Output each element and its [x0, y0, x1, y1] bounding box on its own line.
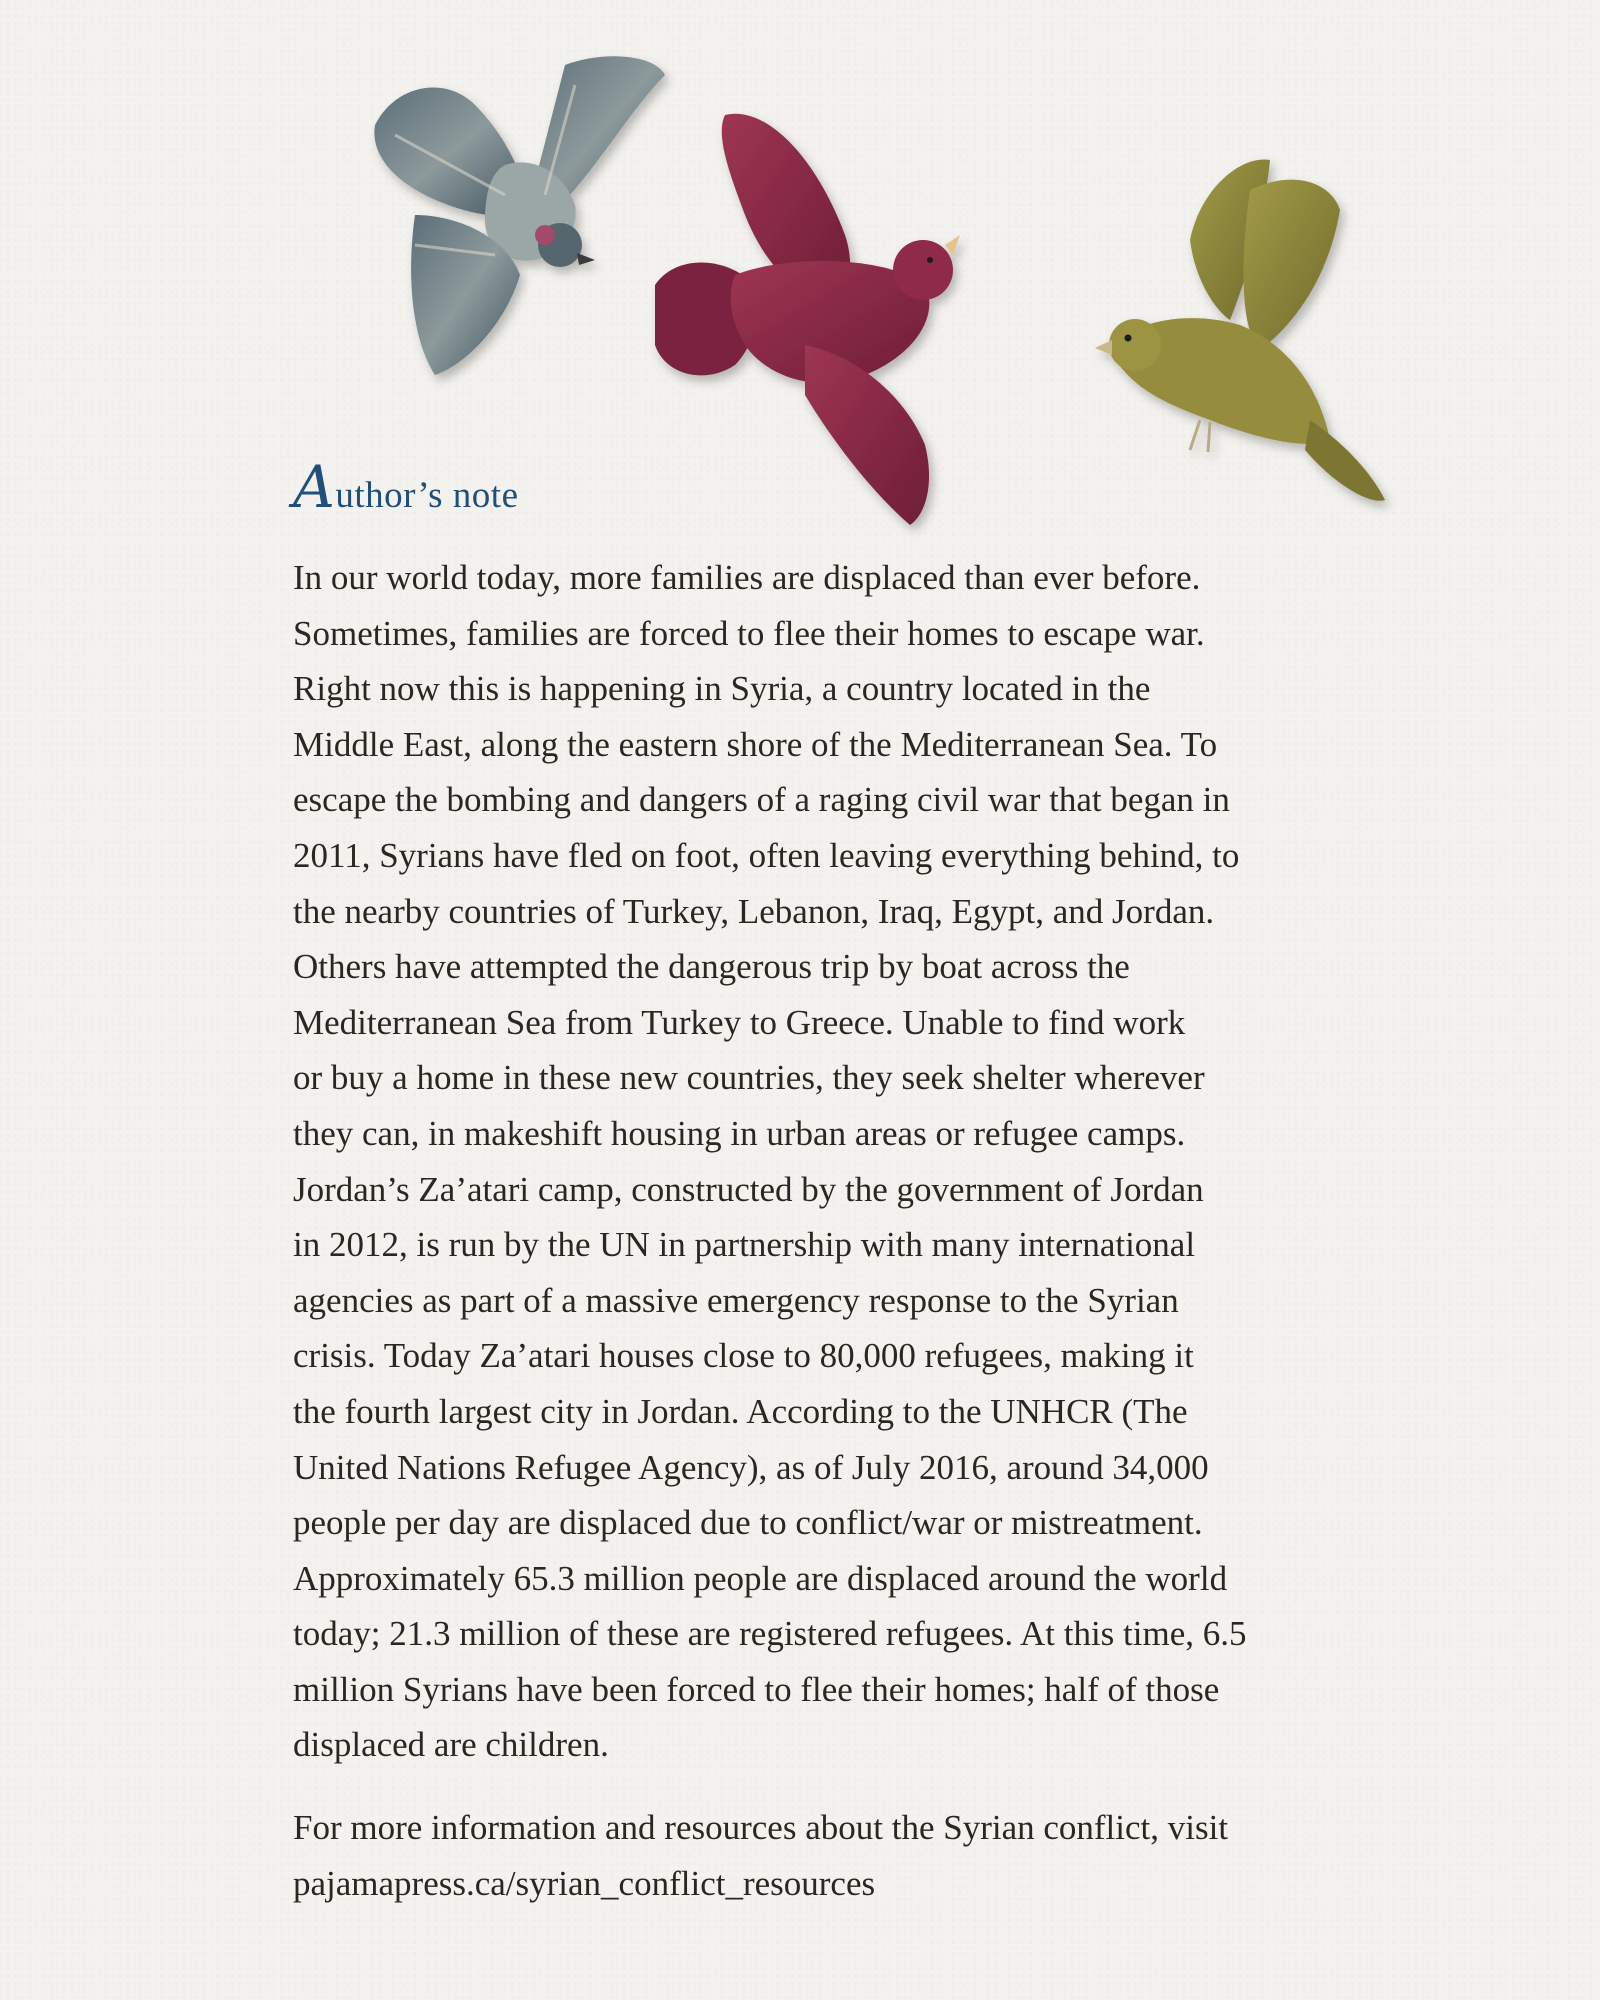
body-line: Right now this is happening in Syria, a country located in the — [293, 669, 1151, 709]
body-line: people per day are displaced due to conflict/war or mistreatment. — [293, 1503, 1203, 1543]
body-line: In our world today, more families are displaced than ever before. — [293, 558, 1201, 597]
author-note-body — [293, 550, 1363, 1773]
body-line: in 2012, is run by the UN in partnership with many international — [293, 1225, 1196, 1265]
body-line: million Syrians have been forced to flee their homes; half of those — [293, 1669, 1220, 1709]
body-line: Approximately 65.3 million people are displaced around the world — [293, 1558, 1228, 1598]
finch-illustration — [1090, 150, 1390, 520]
body-line: 2011, Syrians have fled on foot, often leaving everything behind, to — [293, 835, 1240, 875]
body-line: displaced are children. — [293, 1725, 609, 1765]
section-heading — [293, 453, 519, 521]
bird-illustrations — [0, 0, 1600, 560]
red-bird-illustration — [655, 95, 995, 535]
body-line: the nearby countries of Turkey, Lebanon, Iraq, Egypt, and Jordan. — [293, 891, 1215, 931]
body-line: agencies as part of a massive emergency response to the Syrian — [293, 1280, 1179, 1320]
body-line: Others have attempted the dangerous trip by boat across the — [293, 947, 1130, 987]
body-line: the fourth largest city in Jordan. According to the UNHCR (The — [293, 1391, 1188, 1431]
body-line: escape the bombing and dangers of a raging civil war that began in — [293, 780, 1230, 820]
body-line: or buy a home in these new countries, they seek shelter wherever — [293, 1058, 1205, 1098]
body-line: today; 21.3 million of these are registered refugees. At this time, 6.5 — [293, 1614, 1247, 1654]
resources-paragraph — [293, 1800, 1363, 1911]
body-line: crisis. Today Za’atari houses close to 80,000 refugees, making it — [293, 1336, 1194, 1376]
resources-line: For more information and resources about the Syrian conflict, visit — [293, 1808, 1229, 1847]
body-line: Middle East, along the eastern shore of the Mediterranean Sea. To — [293, 724, 1218, 764]
pigeon-illustration — [355, 45, 675, 385]
body-line: they can, in makeshift housing in urban areas or refugee camps. — [293, 1113, 1186, 1153]
body-line: Sometimes, families are forced to flee their homes to escape war. — [293, 613, 1205, 653]
body-line: United Nations Refugee Agency), as of July 2016, around 34,000 — [293, 1447, 1209, 1487]
body-line: Jordan’s Za’atari camp, constructed by the government of Jordan — [293, 1169, 1204, 1209]
heading-initial: A — [293, 453, 336, 521]
heading-rest: uthor’s note — [335, 475, 519, 516]
body-line: Mediterranean Sea from Turkey to Greece. Unable to find work — [293, 1002, 1186, 1042]
resources-url: pajamapress.ca/syrian_conflict_resources — [293, 1863, 876, 1903]
